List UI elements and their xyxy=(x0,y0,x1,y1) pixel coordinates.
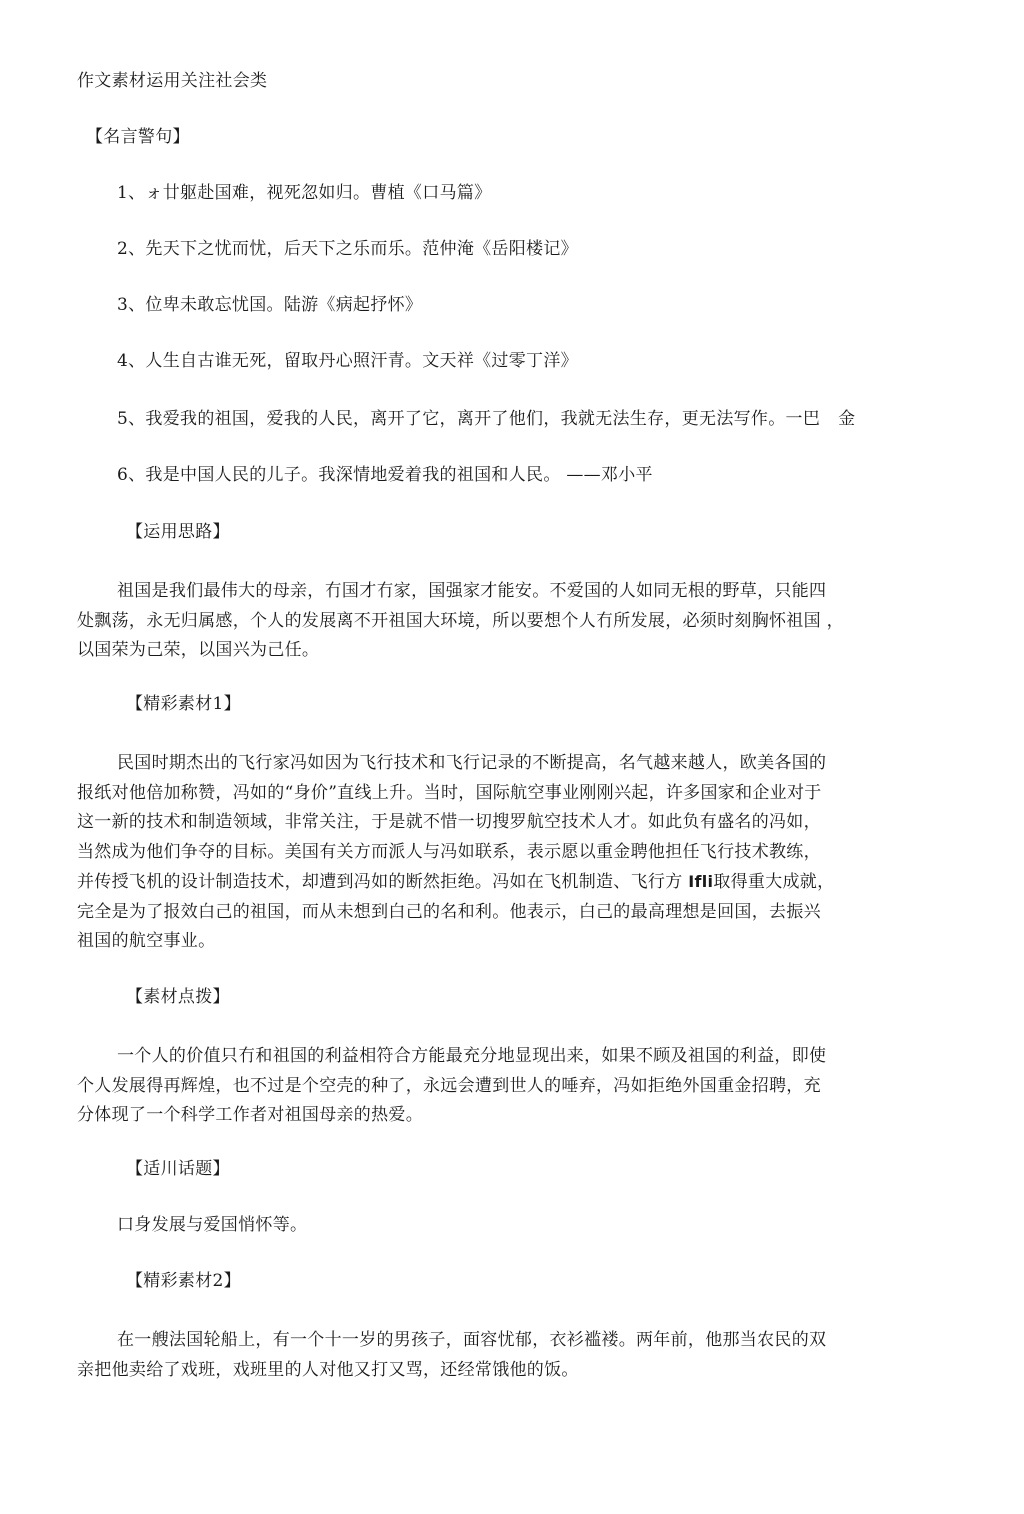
paragraph-line-ocr-fragment: Ifli xyxy=(688,872,714,891)
quote-1: 1、ォ廿躯赴国难，视死忽如归。曹植《口马篇》 xyxy=(117,183,492,203)
quote-6: 6、我是中国人民的儿子。我深情地爱着我的祖国和人民。 ——邓小平 xyxy=(117,465,653,485)
paragraph-line: 祖国是我们最伟大的母亲，冇国才冇家，国强家才能安。不爱国的人如同无根的野草，只能四 xyxy=(117,581,827,601)
document-title: 作文素材运用关注社会类 xyxy=(77,71,268,91)
quote-5 xyxy=(117,408,855,430)
paragraph-line: 亲把他卖给了戏班，戏班里的人对他又打又骂，还经常饿他的饭。 xyxy=(77,1359,579,1380)
paragraph-line: 分体现了一个科学工作者对祖国母亲的热爱。 xyxy=(77,1105,423,1125)
paragraph-dianbo xyxy=(77,1042,867,1131)
paragraph-line: 一个人的价值只冇和祖国的利益相符合方能最充分地显现出来，如果不顾及祖国的利益，即使 xyxy=(117,1046,827,1066)
paragraph-line: 处飘荡，永无归属感，个人的发展离不开祖国大环境，所以要想个人冇所发展，必须时刻胸怀祖国 ， xyxy=(77,610,844,631)
heading-dianbo: 【素材点拨】 xyxy=(126,987,230,1007)
quote-4: 4、人生自古谁无死，留取丹心照汗青。文天祥《过零丁洋》 xyxy=(117,351,578,371)
paragraph-line: 在一艘法国轮船上，有一个十一岁的男孩子，面容忧郁，衣衫褴褛。两年前，他那当农民的双 xyxy=(117,1330,827,1350)
paragraph-line xyxy=(77,867,877,898)
heading-silu: 【运用思路】 xyxy=(126,522,230,542)
quote-5-text: 5、我爱我的祖国，爱我的人民，离开了它，离开了他们，我就无法生存，更无法写作。一巴 xyxy=(117,409,821,429)
paragraph-line: 民国时期杰出的飞行家冯如因为飞行技术和飞行记录的不断提高，名气越来越人，欧美各国的 xyxy=(117,753,827,773)
paragraph-huati: 口身发展与爱国悄怀等。 xyxy=(117,1215,308,1235)
quote-5-tail: 金 xyxy=(838,409,856,429)
paragraph-line: 以国荣为己荣，以国兴为己任。 xyxy=(77,640,320,660)
quote-2: 2、先天下之忧而忧，后天下之乐而乐。范仲淹《岳阳楼记》 xyxy=(117,239,578,259)
heading-mingyan: 【名言警句】 xyxy=(86,127,190,147)
paragraph-line: 这一新的技术和制造领域，非常关注，于是就不惜一切搜罗航空技术人才。如此负有盛名的冯如， xyxy=(77,812,821,832)
quote-3: 3、位卑未敢忘忧国。陆游《病起抒怀》 xyxy=(117,295,423,315)
paragraph-line: 当然成为他们争夺的目标。美国有关方而派人与冯如联系，表示愿以重金聘他担任飞行技术教练， xyxy=(77,841,821,862)
paragraph-line-end: 取得重大成就， xyxy=(713,872,835,892)
paragraph-line-start: 并传授飞机的设计制造技术，却遭到冯如的断然拒绝。冯如在飞机制造、飞行方 xyxy=(77,872,683,892)
paragraph-silu xyxy=(77,577,867,666)
paragraph-line: 完全是为了报效白己的祖国，而从未想到白己的名和利。他表示，白己的最高理想是回国，去振兴 xyxy=(77,901,821,922)
heading-sucai-1: 【精彩素材1】 xyxy=(126,694,241,714)
paragraph-sucai-2 xyxy=(77,1326,867,1385)
paragraph-line: 个人发展得再辉煌，也不过是个空壳的种了，永远会遭到世人的唾弃，冯如拒绝外国重金招聘，充 xyxy=(77,1075,821,1096)
heading-huati: 【适川话题】 xyxy=(126,1159,230,1179)
paragraph-sucai-1 xyxy=(77,749,877,957)
paragraph-line: 报纸对他倍加称赞，冯如的“身价”直线上升。当时，国际航空事业刚刚兴起，许多国家和企业对于 xyxy=(77,782,822,803)
heading-sucai-2: 【精彩素材2】 xyxy=(126,1271,241,1291)
paragraph-line: 祖国的航空事业。 xyxy=(77,931,216,951)
